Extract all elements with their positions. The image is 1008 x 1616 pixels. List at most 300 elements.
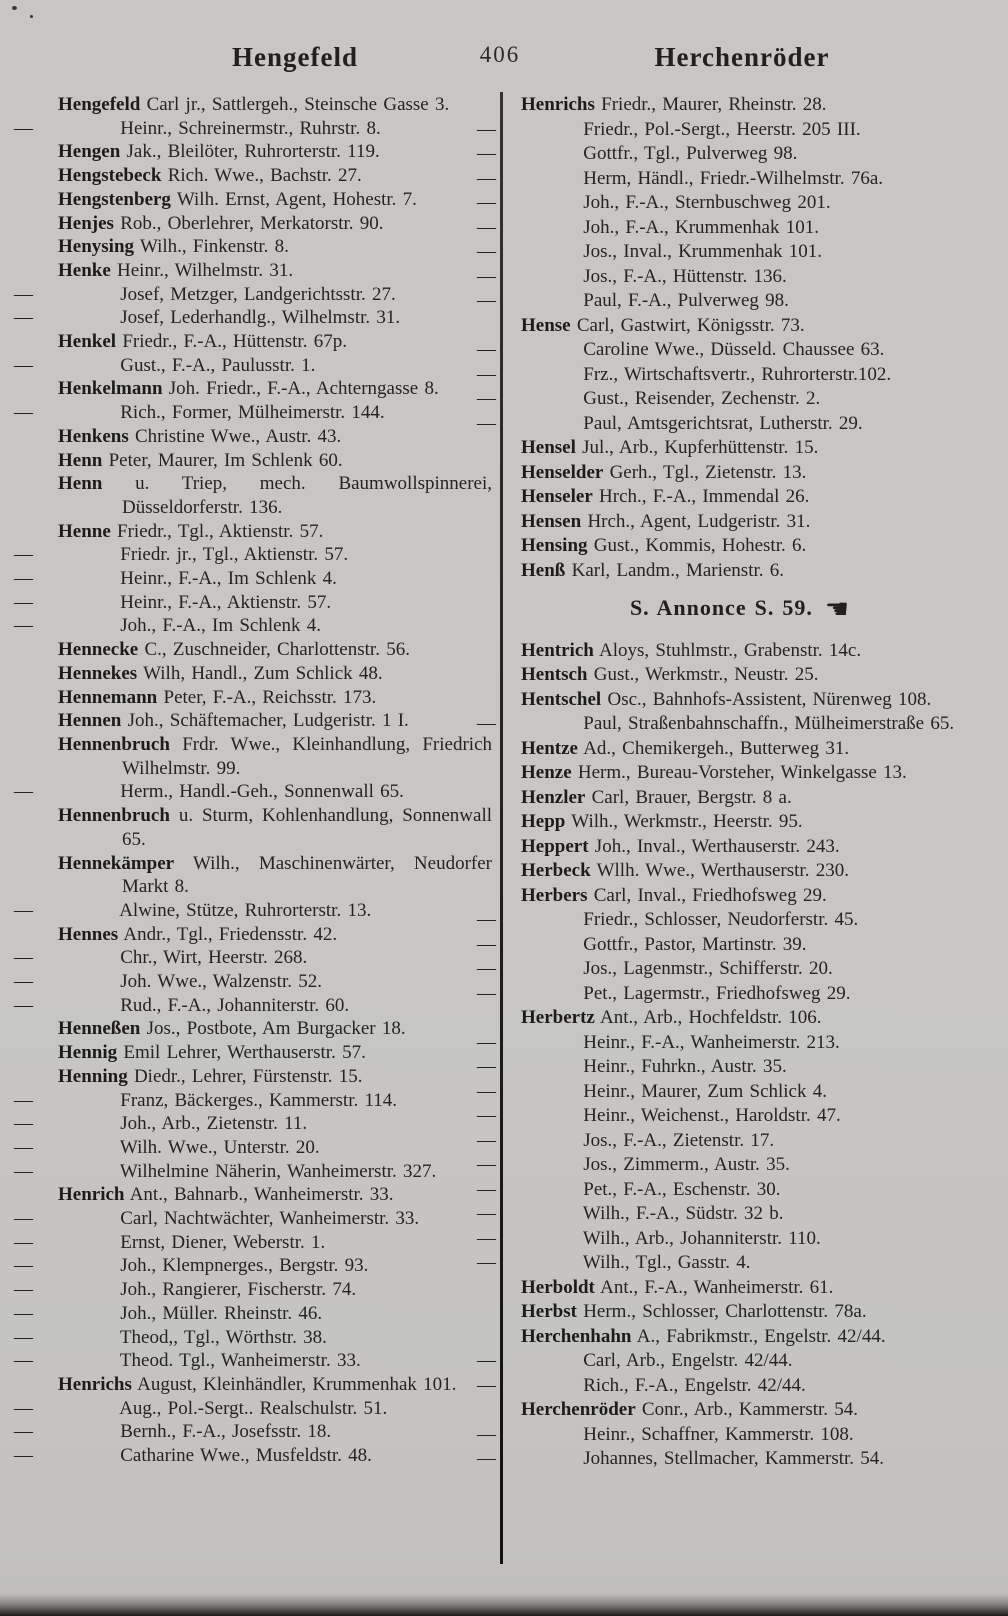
running-header: [0, 42, 1008, 78]
directory-entry: [521, 485, 959, 510]
entry-surname: Hensing: [521, 535, 588, 556]
entry-surname: —: [14, 283, 33, 305]
directory-entry: [477, 1129, 959, 1154]
entry-surname: —: [14, 1160, 33, 1182]
entry-surname: —: [14, 1397, 33, 1419]
entry-surname: —: [14, 307, 33, 329]
directory-entry: [58, 686, 492, 710]
entry-details: Wilh., Tgl., Gasstr. 4.: [582, 1252, 751, 1273]
directory-entry: [521, 1398, 959, 1423]
directory-entry: [521, 559, 959, 584]
entry-details: Gust., Kommis, Hohestr. 6.: [593, 535, 807, 556]
entry-details: Jak., Bleilöter, Ruhrorterstr. 119.: [126, 141, 380, 163]
entry-surname: —: [477, 1423, 496, 1445]
directory-entry: [58, 259, 492, 283]
entry-details: Joh., Müller. Rheinstr. 46.: [120, 1302, 323, 1324]
entry-details: Karl, Landm., Marienstr. 6.: [571, 559, 785, 581]
entry-details: Rob., Oberlehrer, Merkatorstr. 90.: [120, 212, 384, 234]
entry-details: Theod,, Tgl., Wörthstr. 38.: [119, 1326, 327, 1348]
entry-details: Rich. Wwe., Bachstr. 27.: [167, 165, 362, 187]
entry-surname: —: [477, 958, 496, 979]
directory-entry: [14, 614, 492, 638]
entry-surname: —: [14, 1326, 33, 1348]
directory-entry: [14, 970, 492, 994]
entry-details: Jos., Lagenmstr., Schifferstr. 20.: [583, 958, 833, 979]
entry-details: Ant., Arb., Hochfeldstr. 106.: [600, 1007, 822, 1028]
entry-details: Joh., F.-A., Krummenhak 101.: [583, 216, 819, 238]
entry-details: Christine Wwe., Austr. 43.: [135, 425, 342, 447]
entry-surname: Henysing: [58, 236, 135, 258]
entry-surname: Hentze: [521, 737, 578, 759]
directory-entry: [477, 1080, 959, 1105]
directory-entry: [58, 377, 492, 401]
entry-details: Paul, Straßenbahnschaffn., Mülheimerstraße 65.: [583, 713, 955, 734]
directory-entry: [477, 1423, 959, 1448]
entry-details: Joh. Friedr., F.-A., Achterngasse 8.: [168, 378, 439, 400]
directory-entry: [521, 534, 959, 559]
entry-surname: Hennig: [58, 1042, 118, 1064]
directory-entry: [477, 191, 959, 216]
directory-entry: [14, 591, 492, 615]
entry-details: Bernh., F.-A., Josefsstr. 18.: [120, 1421, 332, 1443]
entry-surname: —: [14, 1445, 33, 1467]
entry-details: Franz, Bäckerges., Kammerstr. 114.: [120, 1089, 398, 1111]
directory-entry: [521, 1300, 959, 1325]
directory-entry: [14, 1420, 492, 1444]
directory-entry: [477, 1104, 959, 1129]
entry-surname: —: [14, 1113, 33, 1135]
directory-entry: [58, 733, 492, 780]
entry-details: Diedr., Lehrer, Fürstenstr. 15.: [133, 1065, 363, 1087]
guideword-right: Herchenröder: [654, 42, 830, 72]
entry-details: Frz., Wirtschaftsvertr., Ruhrorterstr.102.: [583, 363, 892, 385]
directory-entry: [58, 1065, 492, 1089]
entry-details: Carl, Brauer, Bergstr. 8 a.: [591, 786, 792, 808]
entry-surname: —: [14, 591, 33, 613]
entry-surname: —: [477, 265, 496, 287]
entry-surname: Henn: [58, 449, 103, 471]
entry-list-left: [14, 93, 493, 1468]
entry-surname: —: [14, 1279, 33, 1301]
directory-entry: [14, 1231, 492, 1255]
directory-entry: [477, 1374, 959, 1399]
directory-entry: [521, 1276, 959, 1301]
directory-entry: [477, 387, 959, 412]
entry-details: Friedr., Maurer, Rheinstr. 28.: [601, 94, 827, 115]
entry-surname: —: [14, 117, 33, 139]
entry-details: Gust., Reisender, Zechenstr. 2.: [583, 388, 821, 409]
entry-surname: —: [14, 402, 33, 424]
entry-details: Joh., Klempnerges., Bergstr. 93.: [120, 1255, 369, 1277]
entry-surname: Henseler: [521, 486, 593, 507]
entry-details: Jos., F.-A., Zietenstr. 17.: [583, 1129, 775, 1151]
directory-entry: [14, 1136, 492, 1160]
entry-details: u. Triep, mech. Baumwollspinnerei, Düsseldorferstr. 136.: [122, 473, 492, 518]
directory-entry: [477, 363, 959, 388]
directory-entry: [58, 662, 492, 686]
entry-surname: Henrichs: [58, 1373, 132, 1395]
entry-details: Friedr., Tgl., Aktienstr. 57.: [117, 520, 324, 542]
directory-entry: [14, 354, 492, 378]
entry-surname: —: [477, 1448, 496, 1469]
entry-details: Friedr., Pol.-Sergt., Heerstr. 205 III.: [583, 118, 861, 140]
entry-details: Joh., F.-A., Sternbuschweg 201.: [583, 192, 831, 213]
directory-entry: [477, 712, 959, 737]
directory-entry: [14, 1444, 492, 1468]
directory-entry: [521, 688, 959, 713]
entry-surname: —: [14, 781, 33, 803]
directory-entry: [521, 436, 959, 461]
entry-details: Wilh., Werkmstr., Heerstr. 95.: [571, 811, 803, 832]
entry-details: Conr., Arb., Kammerstr. 54.: [641, 1399, 859, 1420]
directory-entry: [477, 933, 959, 958]
entry-details: Carl, Arb., Engelstr. 42/44.: [583, 1350, 793, 1371]
directory-entry: [477, 1251, 959, 1276]
entry-surname: —: [477, 1080, 496, 1102]
guideword-left: Hengefeld: [232, 42, 358, 72]
directory-entry: [58, 188, 492, 212]
page-number: 406: [479, 42, 521, 67]
entry-surname: —: [477, 1350, 496, 1371]
directory-entry: [477, 908, 959, 933]
directory-entry: [521, 859, 959, 884]
entry-surname: Hennenbruch: [58, 733, 170, 755]
entry-details: Carl, Nachtwächter, Wanheimerstr. 33.: [120, 1208, 420, 1230]
directory-entry: [14, 1326, 492, 1350]
entry-details: Theod. Tgl., Wanheimerstr. 33.: [119, 1350, 361, 1372]
entry-list-right-top: [477, 93, 959, 583]
entry-details: Ant., F.-A., Wanheimerstr. 61.: [600, 1276, 834, 1298]
column-divider-rule: [500, 92, 503, 1564]
entry-surname: Herchenhahn: [521, 1325, 632, 1347]
entry-surname: Hengefeld: [58, 94, 141, 115]
entry-details: Hrch., Agent, Ludgeristr. 31.: [587, 510, 811, 532]
entry-details: Wilh. Wwe., Unterstr. 20.: [119, 1136, 320, 1158]
entry-surname: —: [477, 1105, 496, 1126]
entry-details: Heinr., Wilhelmstr. 31.: [117, 259, 294, 281]
directory-entry: [58, 709, 492, 733]
ink-speck: [30, 15, 33, 18]
entry-surname: Henning: [58, 1065, 128, 1087]
entry-details: Rich., F.-A., Engelstr. 42/44.: [583, 1374, 806, 1396]
directory-entry: [14, 1349, 492, 1373]
entry-details: Catharine Wwe., Musfeldstr. 48.: [120, 1445, 372, 1467]
entry-surname: —: [14, 354, 33, 376]
entry-details: Heinr., F.-A., Im Schlenk 4.: [120, 568, 337, 590]
entry-surname: Henn: [58, 473, 103, 495]
entry-surname: —: [477, 1056, 496, 1077]
entry-details: Joh., F.-A., Im Schlenk 4.: [120, 615, 322, 637]
directory-entry: [477, 167, 959, 192]
entry-surname: Henkel: [58, 331, 117, 353]
directory-entry: [58, 520, 492, 544]
entry-details: Rud., F.-A., Johanniterstr. 60.: [120, 994, 350, 1016]
entry-surname: Hentrich: [521, 639, 594, 661]
entry-details: Rich., Former, Mülheimerstr. 144.: [120, 402, 385, 424]
directory-entry: [477, 1447, 959, 1472]
directory-entry: [58, 923, 492, 947]
entry-details: Chr., Wirt, Heerstr. 268.: [120, 947, 308, 969]
entry-details: Wilhelmine Näherin, Wanheimerstr. 327.: [119, 1160, 437, 1182]
entry-details: Herm., Handl.-Geh., Sonnenwall 65.: [120, 781, 404, 803]
entry-details: Peter, F.-A., Reichsstr. 173.: [163, 686, 377, 708]
entry-surname: —: [477, 1031, 496, 1053]
entry-details: Osc., Bahnhofs-Assistent, Nürenweg 108.: [607, 688, 932, 710]
directory-entry: [477, 1153, 959, 1178]
manicule-left-icon: ☚: [824, 594, 851, 625]
entry-details: Hrch., F.-A., Immendal 26.: [599, 486, 810, 507]
directory-entry: [14, 1254, 492, 1278]
entry-surname: —: [14, 1302, 33, 1324]
directory-entry: [14, 1302, 492, 1326]
entry-surname: Henkelmann: [58, 378, 163, 400]
directory-entry: [521, 663, 959, 688]
entry-details: Heinr., Fuhrkn., Austr. 35.: [583, 1056, 787, 1077]
entry-surname: —: [477, 1154, 496, 1175]
directory-entry: [58, 472, 492, 519]
entry-details: Wllh. Wwe., Werthauserstr. 230.: [596, 860, 849, 881]
entry-details: Ant., Bahnarb., Wanheimerstr. 33.: [129, 1184, 394, 1206]
entry-surname: Henkens: [58, 425, 129, 447]
directory-entry: [14, 780, 492, 804]
entry-surname: Hennes: [58, 923, 119, 945]
directory-entry: [14, 1112, 492, 1136]
entry-surname: Hennekes: [58, 662, 138, 684]
directory-entry: [14, 1160, 492, 1184]
directory-entry: [58, 93, 492, 117]
entry-surname: —: [14, 615, 33, 637]
entry-surname: Hennecke: [58, 639, 139, 661]
entry-surname: —: [14, 1255, 33, 1277]
entry-surname: —: [14, 1089, 33, 1111]
entry-details: Carl jr., Sattlergeh., Steinsche Gasse 3.: [146, 94, 450, 115]
entry-details: u. Sturm, Kohlenhandlung, Sonnenwall 65.: [122, 805, 493, 850]
directory-entry: [14, 401, 492, 425]
entry-surname: Henrich: [58, 1184, 125, 1206]
entry-details: Joh., Inval., Werthauserstr. 243.: [594, 835, 840, 857]
directory-entry: [477, 1178, 959, 1203]
directory-entry: [14, 1207, 492, 1231]
entry-details: Heinr., Schaffner, Kammerstr. 108.: [583, 1423, 854, 1445]
entry-details: Peter, Maurer, Im Schlenk 60.: [108, 449, 343, 471]
entry-surname: —: [14, 544, 33, 566]
directory-entry: [477, 1349, 959, 1374]
entry-surname: Hennenbruch: [58, 805, 170, 827]
directory-entry: [14, 1397, 492, 1421]
entry-details: August, Kleinhändler, Krummenhak 101.: [137, 1373, 457, 1395]
directory-entry: [14, 1089, 492, 1113]
entry-details: Wilh, Handl., Zum Schlick 48.: [143, 662, 383, 684]
entry-details: Gust., Werkmstr., Neustr. 25.: [593, 664, 819, 685]
directory-entry: [58, 1183, 492, 1207]
directory-entry: [58, 164, 492, 188]
entry-surname: Herbeck: [521, 860, 591, 881]
entry-surname: —: [14, 1136, 33, 1158]
entry-details: Friedr. jr., Tgl., Aktienstr. 57.: [120, 544, 349, 566]
entry-details: Caroline Wwe., Düsseld. Chaussee 63.: [583, 339, 885, 360]
entry-details: Alwine, Stütze, Ruhrorterstr. 13.: [119, 899, 372, 921]
entry-details: Jos., Zimmerm., Austr. 35.: [583, 1154, 790, 1175]
directory-entry: [14, 117, 492, 141]
entry-surname: Henzler: [521, 786, 586, 808]
entry-details: Jul., Arb., Kupferhüttenstr. 15.: [582, 437, 819, 458]
directory-entry: [58, 235, 492, 259]
entry-details: Joh., Schäftemacher, Ludgeristr. 1 I.: [127, 710, 409, 732]
entry-surname: —: [477, 1203, 496, 1224]
annonce-note: [521, 596, 959, 623]
entry-details: Carl, Inval., Friedhofsweg 29.: [593, 884, 827, 906]
entry-details: Heinr., F.-A., Wanheimerstr. 213.: [583, 1031, 840, 1053]
entry-details: Gerh., Tgl., Zietenstr. 13.: [609, 461, 807, 483]
entry-surname: Hensen: [521, 510, 582, 532]
entry-surname: Henke: [58, 259, 111, 281]
entry-details: Joh. Wwe., Walzenstr. 52.: [120, 971, 322, 993]
entry-surname: —: [477, 241, 496, 262]
directory-entry: [521, 510, 959, 535]
entry-surname: —: [477, 1129, 496, 1151]
directory-entry: [58, 1017, 492, 1041]
entry-surname: —: [477, 118, 496, 140]
directory-entry: [477, 1227, 959, 1252]
entry-details: Herm., Schlosser, Charlottenstr. 78a.: [583, 1301, 867, 1322]
entry-details: Gust., F.-A., Paulusstr. 1.: [120, 354, 316, 376]
directory-entry: [14, 283, 492, 307]
entry-surname: Henze: [521, 762, 572, 783]
directory-entry: [477, 1031, 959, 1056]
directory-entry: [521, 786, 959, 811]
entry-surname: Hepp: [521, 811, 566, 832]
entry-surname: Herboldt: [521, 1276, 595, 1298]
entry-details: Jos., F.-A., Hüttenstr. 136.: [583, 265, 787, 287]
entry-details: Josef, Lederhandlg., Wilhelmstr. 31.: [120, 307, 401, 329]
directory-entry: [477, 1202, 959, 1227]
entry-details: Aloys, Stuhlmstr., Grabenstr. 14c.: [599, 639, 862, 661]
entry-surname: —: [477, 1227, 496, 1249]
directory-entry: [58, 852, 492, 899]
directory-entry: [477, 118, 959, 143]
scan-edge-shadow: [0, 1594, 1008, 1616]
directory-entry: [14, 567, 492, 591]
directory-entry: [58, 1041, 492, 1065]
entry-details: A., Fabrikmstr., Engelstr. 42/44.: [636, 1325, 886, 1347]
directory-entry: [477, 412, 959, 437]
entry-surname: Herchenröder: [521, 1399, 636, 1420]
entry-details: Carl, Gastwirt, Königsstr. 73.: [576, 314, 805, 336]
directory-entry: [477, 289, 959, 314]
entry-details: C., Zuschneider, Charlottenstr. 56.: [144, 639, 410, 661]
entry-details: Gottfr., Pastor, Martinstr. 39.: [583, 933, 807, 955]
directory-entry: [521, 835, 959, 860]
entry-surname: —: [14, 947, 33, 969]
directory-entry: [521, 314, 959, 339]
directory-entry: [521, 884, 959, 909]
entry-surname: —: [14, 971, 33, 993]
entry-details: Heinr., Weichenst., Haroldstr. 47.: [583, 1105, 841, 1126]
entry-surname: —: [477, 1374, 496, 1396]
entry-details: Paul, Amtsgerichtsrat, Lutherstr. 29.: [583, 412, 863, 434]
directory-entry: [521, 639, 959, 664]
directory-entry: [58, 212, 492, 236]
entry-surname: —: [477, 216, 496, 238]
entry-surname: Henrichs: [521, 94, 595, 115]
directory-entry: [14, 946, 492, 970]
entry-list-right-bottom: [477, 639, 959, 1472]
entry-surname: —: [477, 290, 496, 311]
entry-surname: —: [477, 909, 496, 930]
entry-surname: Henselder: [521, 461, 604, 483]
entry-surname: —: [477, 412, 496, 434]
directory-entry: [58, 1373, 492, 1397]
entry-details: Wilh., Maschinenwärter, Neudorfer Markt 8.: [122, 852, 492, 898]
directory-entry: [14, 543, 492, 567]
entry-details: Heinr., F.-A., Aktienstr. 57.: [120, 591, 332, 613]
directory-entry: [14, 899, 492, 923]
entry-surname: Hentsch: [521, 664, 588, 685]
entry-surname: —: [14, 994, 33, 1016]
entry-details: Joh., Arb., Zietenstr. 11.: [120, 1113, 308, 1135]
directory-entry: [521, 810, 959, 835]
entry-surname: Hensel: [521, 437, 576, 458]
entry-surname: Henß: [521, 559, 566, 581]
entry-surname: —: [14, 1208, 33, 1230]
entry-details: Andr., Tgl., Friedensstr. 42.: [123, 923, 338, 945]
entry-details: Aug., Pol.-Sergt.. Realschulstr. 51.: [119, 1397, 388, 1419]
entry-surname: —: [477, 388, 496, 409]
directory-entry: [521, 761, 959, 786]
entry-details: Jos., Postbote, Am Burgacker 18.: [146, 1018, 406, 1040]
entry-surname: —: [477, 982, 496, 1004]
directory-entry: [14, 994, 492, 1018]
entry-details: Jos., Inval., Krummenhak 101.: [583, 241, 823, 262]
directory-entry: [477, 265, 959, 290]
entry-surname: —: [477, 192, 496, 213]
entry-surname: —: [14, 1350, 33, 1372]
entry-details: Johannes, Stellmacher, Kammerstr. 54.: [583, 1448, 885, 1469]
directory-entry: [477, 216, 959, 241]
entry-surname: Hengstenberg: [58, 188, 171, 210]
entry-surname: Hengstebeck: [58, 165, 162, 187]
directory-entry: [58, 425, 492, 449]
entry-surname: —: [14, 1231, 33, 1253]
directory-entry: [58, 804, 492, 851]
entry-surname: Herbertz: [521, 1007, 595, 1028]
entry-details: Wilh., Arb., Johanniterstr. 110.: [582, 1227, 821, 1249]
entry-surname: Henne: [58, 520, 111, 542]
entry-details: Joh., Rangierer, Fischerstr. 74.: [120, 1279, 357, 1301]
directory-entry: [477, 240, 959, 265]
directory-entry: [521, 1006, 959, 1031]
entry-details: Emil Lehrer, Werthauserstr. 57.: [123, 1042, 366, 1064]
entry-details: Friedr., F.-A., Hüttenstr. 67p.: [122, 331, 347, 353]
entry-surname: —: [477, 167, 496, 189]
entry-details: Heinr., Schreinermstr., Ruhrstr. 8.: [120, 117, 381, 139]
entry-surname: Hengen: [58, 141, 121, 163]
directory-entry: [521, 93, 959, 118]
entry-surname: Hennekämper: [58, 852, 175, 874]
entry-details: Paul, F.-A., Pulverweg 98.: [583, 290, 789, 311]
entry-surname: —: [14, 1421, 33, 1443]
entry-surname: Henneßen: [58, 1018, 141, 1040]
directory-entry: [477, 982, 959, 1007]
directory-entry: [477, 957, 959, 982]
entry-surname: —: [477, 143, 496, 164]
entry-details: Pet., Lagermstr., Friedhofsweg 29.: [583, 982, 851, 1004]
entry-surname: —: [477, 339, 496, 360]
directory-entry: [477, 142, 959, 167]
entry-surname: —: [477, 363, 496, 385]
right-column: [477, 93, 959, 1472]
entry-details: Friedr., Schlosser, Neudorferstr. 45.: [583, 909, 859, 930]
